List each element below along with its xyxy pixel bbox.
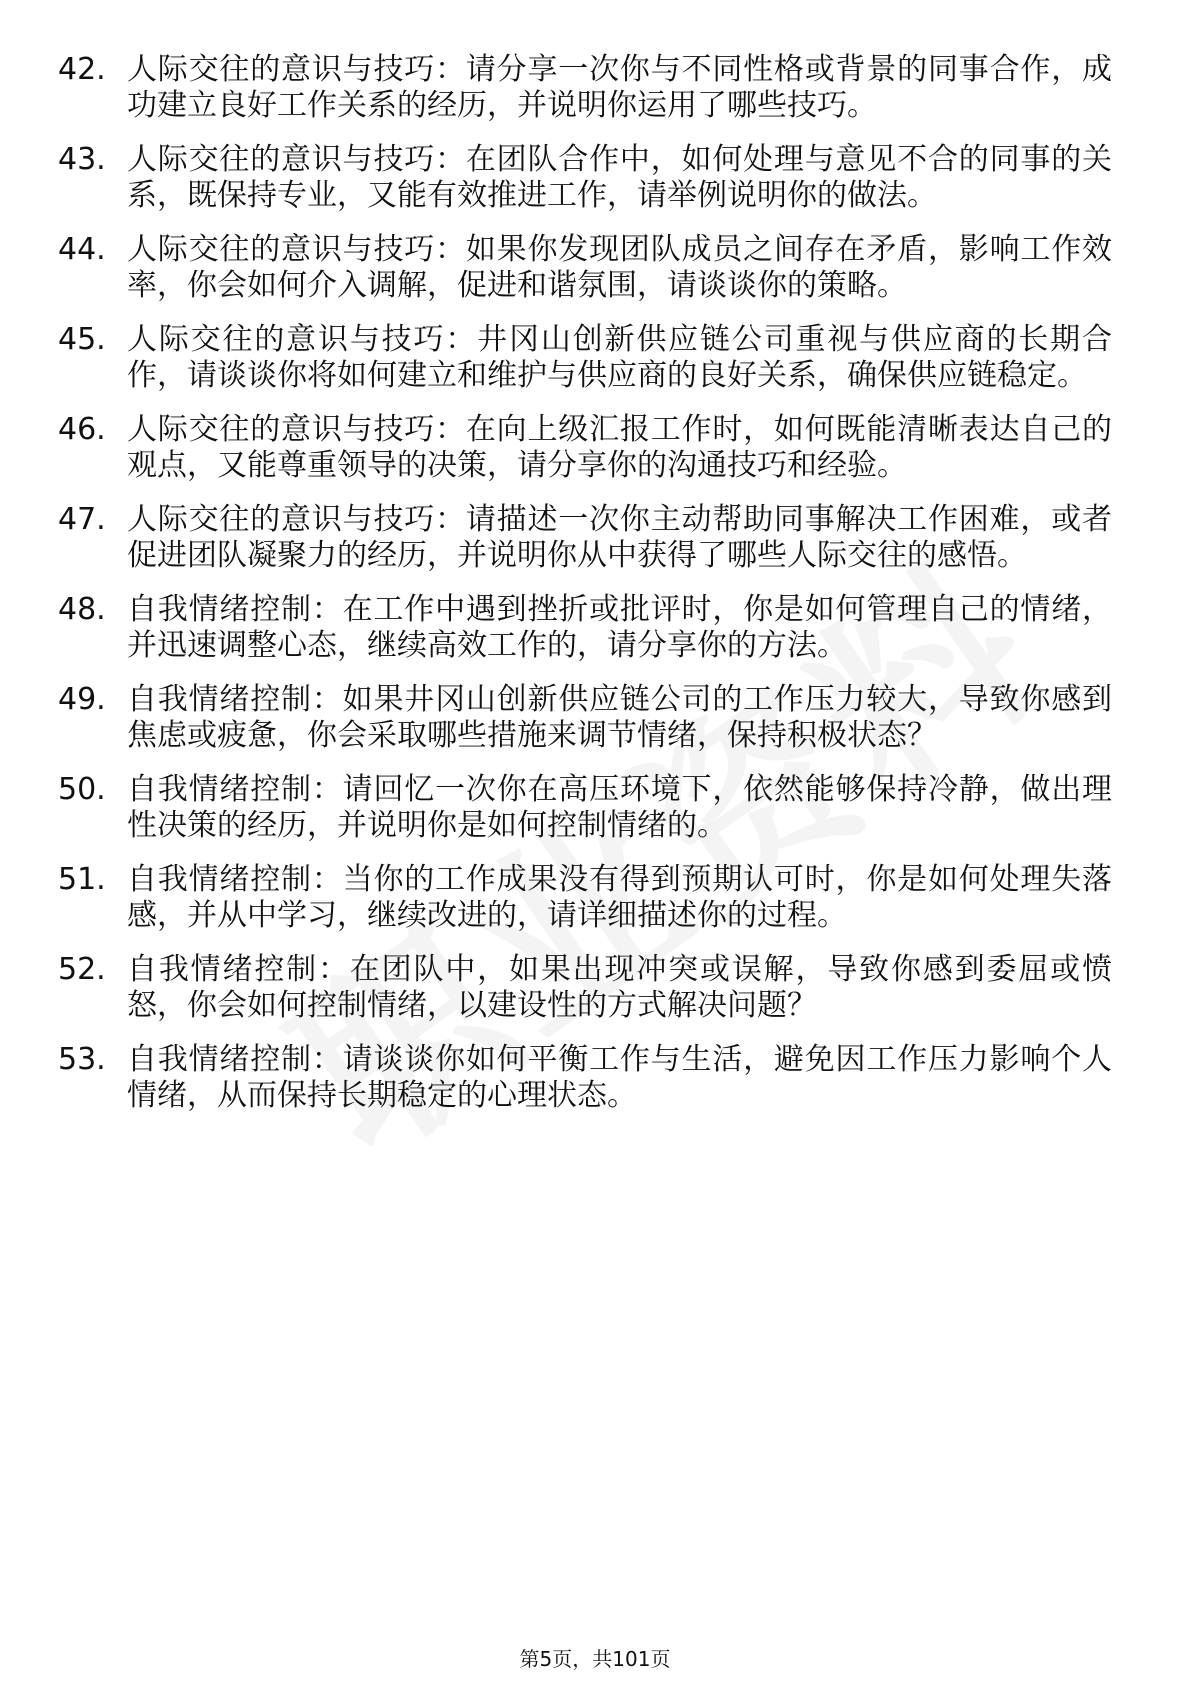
question-text: 人际交往的意识与技巧：在向上级汇报工作时，如何既能清晰表达自己的观点，又能尊重领导的决策，请分享你的沟通技巧和经验。 (127, 412, 1112, 483)
question-item (0, 412, 1190, 484)
question-number: 42. (58, 52, 106, 87)
question-number: 51. (58, 862, 106, 897)
question-item (0, 952, 1190, 1024)
question-list (0, 52, 1190, 1132)
question-item (0, 502, 1190, 574)
question-text: 人际交往的意识与技巧：请分享一次你与不同性格或背景的同事合作，成功建立良好工作关系的经历，并说明你运用了哪些技巧。 (127, 52, 1112, 123)
question-text: 自我情绪控制：当你的工作成果没有得到预期认可时，你是如何处理失落感，并从中学习，继续改进的，请详细描述你的过程。 (127, 862, 1112, 933)
question-number: 43. (58, 142, 106, 177)
question-item (0, 592, 1190, 664)
question-item (0, 52, 1190, 124)
question-text: 自我情绪控制：如果井冈山创新供应链公司的工作压力较大，导致你感到焦虑或疲惫，你会采取哪些措施来调节情绪，保持积极状态？ (127, 682, 1112, 753)
question-text: 人际交往的意识与技巧：如果你发现团队成员之间存在矛盾，影响工作效率，你会如何介入调解，促进和谐氛围，请谈谈你的策略。 (127, 232, 1112, 303)
question-text: 自我情绪控制：请回忆一次你在高压环境下，依然能够保持冷静，做出理性决策的经历，并说明你是如何控制情绪的。 (127, 772, 1112, 843)
question-number: 52. (58, 952, 106, 987)
question-text: 人际交往的意识与技巧：井冈山创新供应链公司重视与供应商的长期合作，请谈谈你将如何建立和维护与供应商的良好关系，确保供应链稳定。 (127, 322, 1112, 393)
question-text: 自我情绪控制：请谈谈你如何平衡工作与生活，避免因工作压力影响个人情绪，从而保持长期稳定的心理状态。 (127, 1042, 1112, 1113)
question-number: 50. (58, 772, 106, 807)
question-item (0, 1042, 1190, 1114)
question-item (0, 322, 1190, 394)
question-number: 46. (58, 412, 106, 447)
page-number-label: 第5页，共101页 (519, 1647, 671, 1671)
question-number: 48. (58, 592, 106, 627)
question-number: 44. (58, 232, 106, 267)
question-text: 人际交往的意识与技巧：请描述一次你主动帮助同事解决工作困难，或者促进团队凝聚力的经历，并说明你从中获得了哪些人际交往的感悟。 (127, 502, 1112, 573)
question-number: 45. (58, 322, 106, 357)
question-number: 53. (58, 1042, 106, 1077)
question-number: 49. (58, 682, 106, 717)
question-text: 自我情绪控制：在团队中，如果出现冲突或误解，导致你感到委屈或愤怒，你会如何控制情绪，以建设性的方式解决问题？ (127, 952, 1112, 1023)
page-footer (0, 1647, 1190, 1671)
question-item (0, 142, 1190, 214)
question-item (0, 772, 1190, 844)
question-item (0, 232, 1190, 304)
question-item (0, 862, 1190, 934)
question-text: 人际交往的意识与技巧：在团队合作中，如何处理与意见不合的同事的关系，既保持专业，又能有效推进工作，请举例说明你的做法。 (127, 142, 1112, 213)
question-text: 自我情绪控制：在工作中遇到挫折或批评时，你是如何管理自己的情绪，并迅速调整心态，继续高效工作的，请分享你的方法。 (127, 592, 1112, 663)
question-item (0, 682, 1190, 754)
question-number: 47. (58, 502, 106, 537)
